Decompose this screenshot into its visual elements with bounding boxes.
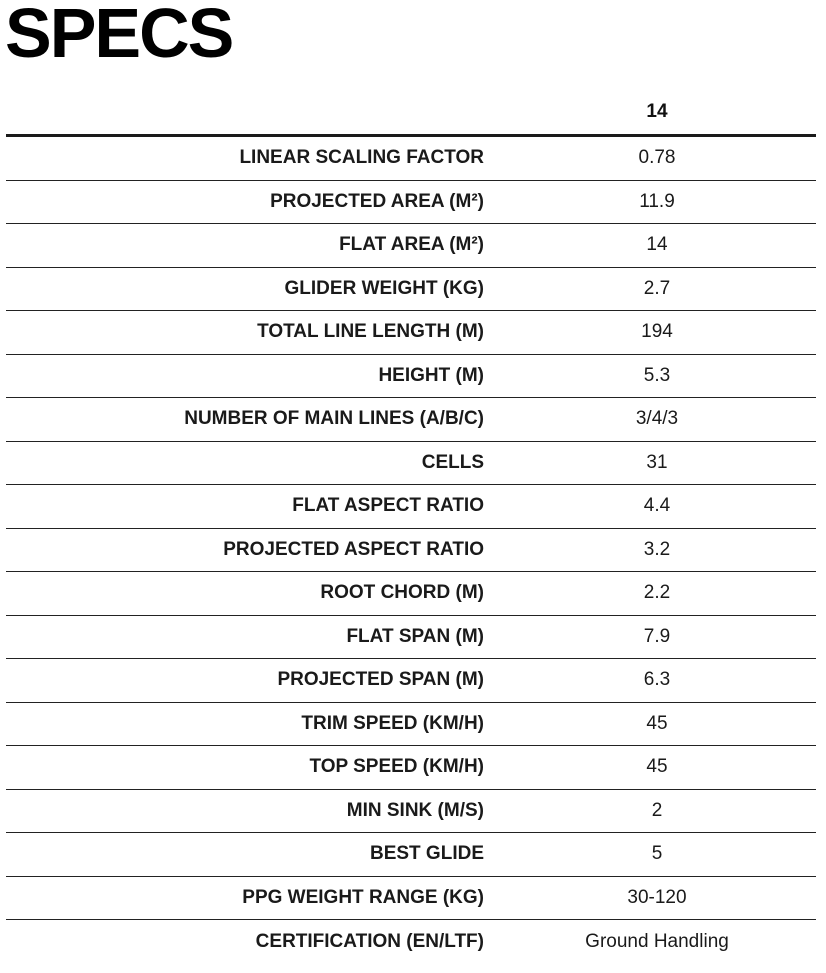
spec-value: 14 — [646, 234, 668, 256]
spec-value: 0.78 — [638, 147, 676, 169]
spec-value: 30-120 — [627, 886, 687, 908]
spec-label: LINEAR SCALING FACTOR — [239, 147, 484, 169]
spec-label: FLAT AREA (M²) — [339, 234, 484, 256]
table-row — [6, 659, 816, 703]
specs-table — [6, 92, 816, 964]
spec-label: PROJECTED AREA (M²) — [270, 190, 484, 212]
spec-label: MIN SINK (M/S) — [346, 799, 484, 821]
spec-value: 7.9 — [643, 625, 671, 647]
table-row — [6, 703, 816, 747]
spec-label: PROJECTED ASPECT RATIO — [223, 538, 484, 560]
table-row — [6, 137, 816, 181]
table-row — [6, 746, 816, 790]
page-title: SPECS — [5, 0, 233, 72]
spec-value: 2.2 — [643, 582, 671, 604]
table-row — [6, 529, 816, 573]
spec-value: 5 — [651, 843, 663, 865]
spec-label: BEST GLIDE — [369, 843, 484, 865]
spec-label: PROJECTED SPAN (M) — [277, 669, 484, 691]
size-column-header: 14 — [646, 101, 668, 122]
table-row — [6, 833, 816, 877]
spec-value: 5.3 — [643, 364, 671, 386]
table-row — [6, 790, 816, 834]
spec-label: NUMBER OF MAIN LINES (A/B/C) — [184, 408, 484, 430]
spec-label: CERTIFICATION (EN/LTF) — [255, 930, 484, 952]
spec-label: TOTAL LINE LENGTH (M) — [257, 321, 484, 343]
table-row — [6, 181, 816, 225]
spec-value: 2 — [651, 799, 663, 821]
spec-label: FLAT ASPECT RATIO — [292, 495, 484, 517]
table-row — [6, 311, 816, 355]
spec-value: 45 — [646, 756, 668, 778]
table-row — [6, 398, 816, 442]
table-row — [6, 485, 816, 529]
spec-value: 31 — [646, 451, 668, 473]
spec-value: 2.7 — [643, 277, 671, 299]
table-row — [6, 616, 816, 660]
table-row — [6, 268, 816, 312]
spec-value: 6.3 — [643, 669, 671, 691]
spec-value: 194 — [641, 321, 673, 343]
table-row — [6, 442, 816, 486]
spec-value: Ground Handling — [585, 930, 729, 952]
spec-value: 3/4/3 — [635, 408, 679, 430]
spec-value: 3.2 — [643, 538, 671, 560]
spec-label: HEIGHT (M) — [378, 364, 484, 386]
spec-value: 4.4 — [643, 495, 671, 517]
spec-label: TOP SPEED (KM/H) — [309, 756, 484, 778]
spec-label: TRIM SPEED (KM/H) — [301, 712, 484, 734]
spec-value: 45 — [646, 712, 668, 734]
table-row — [6, 572, 816, 616]
table-row — [6, 920, 816, 964]
spec-label: PPG WEIGHT RANGE (KG) — [242, 886, 484, 908]
spec-value: 11.9 — [639, 190, 675, 212]
spec-label: CELLS — [421, 451, 484, 473]
table-row — [6, 355, 816, 399]
spec-label: ROOT CHORD (M) — [320, 582, 484, 604]
table-header-row — [6, 92, 816, 137]
table-row — [6, 224, 816, 268]
spec-label: FLAT SPAN (M) — [346, 625, 484, 647]
spec-label: GLIDER WEIGHT (KG) — [284, 277, 484, 299]
table-row — [6, 877, 816, 921]
